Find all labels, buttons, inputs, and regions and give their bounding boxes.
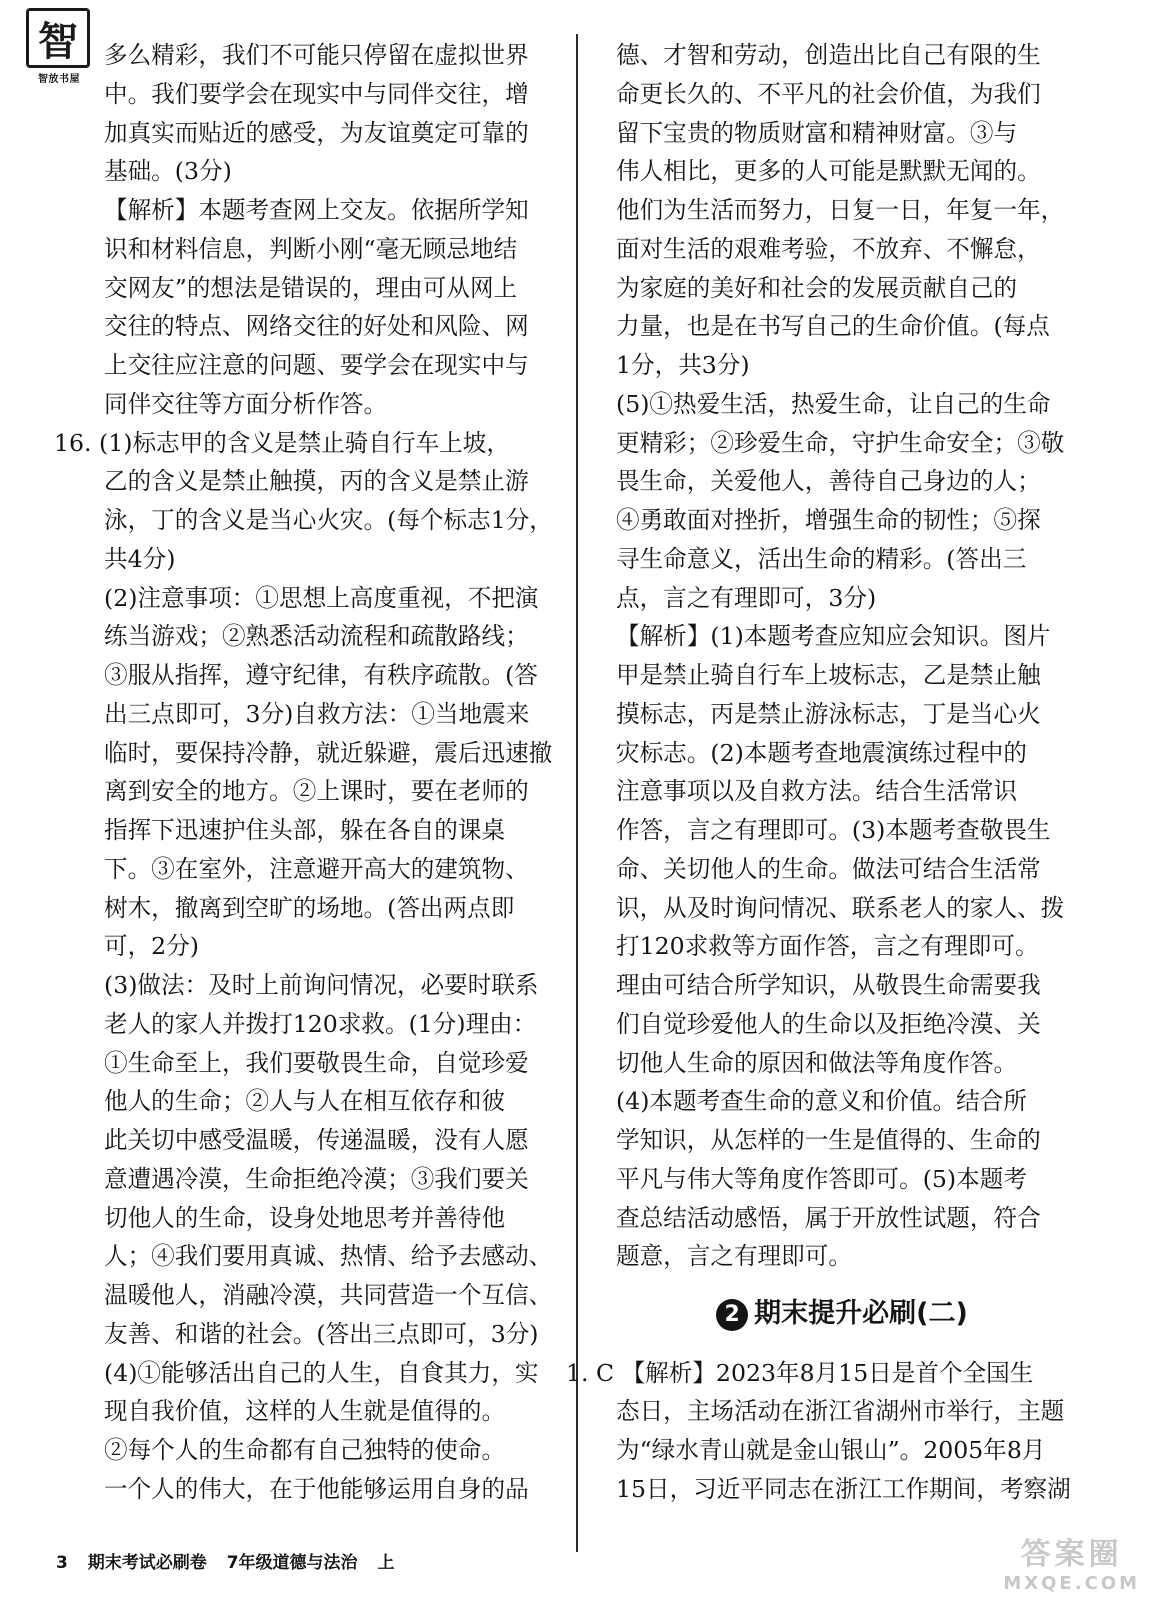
text-line: 作答，言之有理即可。(3)本题考查敬畏生: [616, 816, 1051, 844]
right-column-after-heading: [566, 1354, 1071, 1509]
text-line: 为家庭的美好和社会的发展贡献自己的: [616, 273, 1018, 302]
text-line: 一个人的伟大，在于他能够运用自身的品: [104, 1474, 529, 1503]
text-line: 1. C 【解析】2023年8月15日是首个全国生: [566, 1358, 1034, 1387]
text-line: 16. (1)标志甲的含义是禁止骑自行车上坡，: [54, 428, 510, 457]
text-line: 们自觉珍爱他人的生命以及拒绝冷漠、关: [616, 1009, 1041, 1038]
text-line: (4)本题考查生命的意义和价值。结合所: [616, 1087, 1027, 1116]
text-line: 上交往应注意的问题、要学会在现实中与: [104, 351, 529, 379]
text-line: 识，从及时询问情况、联系老人的家人、拨: [616, 893, 1065, 922]
text-line: 可，2分): [104, 932, 199, 961]
text-line: 命、关切他人的生命。做法可结合生活常: [616, 854, 1041, 883]
text-line: 伟人相比，更多的人可能是默默无闻的。: [616, 157, 1041, 186]
text-line: 他们为生活而努力，日复一日，年复一年，: [616, 196, 1065, 224]
text-line: 1分，共3分): [616, 351, 750, 379]
text-line: 临时，要保持冷静，就近躲避，震后迅速撤: [104, 738, 553, 767]
text-line: 查总结活动感悟，属于开放性试题，符合: [616, 1203, 1041, 1232]
text-line: 15日，习近平同志在浙江工作期间，考察湖: [616, 1474, 1071, 1503]
text-line: 注意事项以及自救方法。结合生活常识: [616, 777, 1018, 806]
publisher-logo: [20, 8, 98, 84]
text-line: 意遭遇冷漠，生命拒绝冷漠；③我们要关: [104, 1164, 529, 1193]
text-line: 甲是禁止骑自行车上坡标志，乙是禁止触: [616, 661, 1041, 689]
text-line: 他人的生命；②人与人在相互依存和彼: [104, 1087, 506, 1116]
text-line: 交往的特点、网络交往的好处和风险、网: [104, 312, 529, 341]
text-line: 乙的含义是禁止触摸，丙的含义是禁止游: [104, 467, 529, 496]
text-line: (4)①能够活出自己的人生，自食其力，实: [104, 1358, 539, 1387]
text-line: 识和材料信息，判断小刚“毫无顾忌地结: [104, 234, 518, 263]
text-line: 德、才智和劳动，创造出比自己有限的生: [616, 41, 1041, 69]
page-number: 3: [56, 1553, 68, 1573]
text-line: 灾标志。(2)本题考查地震演练过程中的: [616, 738, 1027, 767]
text-line: 交网友”的想法是错误的，理由可从网上: [104, 273, 518, 302]
text-line: 基础。(3分): [104, 157, 232, 186]
text-line: 练当游戏；②熟悉活动流程和疏散路线；: [104, 622, 529, 651]
text-line: 此关切中感受温暖，传递温暖，没有人愿: [104, 1126, 529, 1154]
text-line: 离到安全的地方。②上课时，要在老师的: [104, 777, 529, 806]
text-line: 友善、和谐的社会。(答出三点即可，3分): [104, 1319, 539, 1348]
text-line: 畏生命，关爱他人，善待自己身边的人；: [616, 467, 1041, 496]
text-line: 现自我价值，这样的人生就是值得的。: [104, 1397, 506, 1426]
section-heading: [616, 1276, 1068, 1354]
text-line: 更精彩；②珍爱生命，守护生命安全；③敬: [616, 428, 1065, 457]
text-line: 命更长久的、不平凡的社会价值，为我们: [616, 79, 1041, 108]
text-line: 力量，也是在书写自己的生命价值。(每点: [616, 312, 1050, 341]
watermark-url: MXQE.COM: [1003, 1573, 1140, 1594]
text-line: 为“绿水青山就是金山银山”。2005年8月: [616, 1436, 1046, 1464]
text-line: 点，言之有理即可，3分): [616, 583, 877, 612]
text-line: 态日，主场活动在浙江省湖州市举行，主题: [616, 1397, 1065, 1426]
text-line: 老人的家人并拨打120求救。(1分)理由：: [104, 1009, 537, 1038]
text-line: 学知识，从怎样的一生是值得的、生命的: [616, 1126, 1041, 1154]
text-line: 留下宝贵的物质财富和精神财富。③与: [616, 118, 1018, 147]
logo-caption: 智放书屋: [38, 74, 80, 85]
text-line: 加真实而贴近的感受，为友谊奠定可靠的: [104, 118, 529, 147]
text-line: 【解析】本题考查网上交友。依据所学知: [104, 196, 529, 224]
text-line: 题意，言之有理即可。: [616, 1242, 852, 1271]
text-line: (2)注意事项：①思想上高度重视，不把演: [104, 583, 539, 612]
right-column-body: [616, 36, 1068, 1276]
book-title: 期末考试必刷卷: [87, 1553, 207, 1573]
text-line: 下。③在室外，注意避开高大的建筑物、: [104, 854, 529, 883]
section-title: 期末提升必刷(二): [754, 1298, 968, 1330]
logo-glyph: 智: [26, 8, 90, 68]
text-line: 平凡与伟大等角度作答即可。(5)本题考: [616, 1164, 1027, 1193]
text-line: ④勇敢面对挫折，增强生命的韧性；⑤探: [616, 506, 1041, 534]
volume-label: 上: [377, 1553, 395, 1573]
watermark-text: 答案圈: [1020, 1537, 1123, 1572]
text-line: 树木，撤离到空旷的场地。(答出两点即: [104, 893, 515, 922]
text-line: 人；④我们要用真诚、热情、给予去感动、: [104, 1242, 553, 1271]
text-line: 温暖他人，消融冷漠，共同营造一个互信、: [104, 1281, 553, 1309]
text-line: 出三点即可，3分)自救方法：①当地震来: [104, 699, 530, 728]
grade-subject: 7年级道德与法治: [226, 1553, 358, 1573]
text-line: 面对生活的艰难考验，不放弃、不懈怠，: [616, 234, 1041, 263]
text-line: 泳，丁的含义是当心火灾。(每个标志1分，: [104, 506, 553, 534]
text-line: 指挥下迅速护住头部，躲在各自的课桌: [104, 816, 506, 844]
text-line: 理由可结合所学知识，从敬畏生命需要我: [616, 971, 1041, 999]
text-line: 切他人的生命，设身处地思考并善待他: [104, 1203, 506, 1232]
text-line: 打120求救等方面作答，言之有理即可。: [616, 932, 1039, 961]
text-line: 同伴交往等方面分析作答。: [104, 389, 388, 418]
text-line: 共4分): [104, 544, 176, 573]
section-number-badge: 2: [716, 1299, 748, 1331]
right-column: [566, 36, 1071, 1509]
column-divider: [576, 34, 578, 1552]
text-line: 切他人生命的原因和做法等角度作答。: [616, 1048, 1018, 1077]
text-line: (5)①热爱生活，热爱生命，让自己的生命: [616, 389, 1051, 418]
site-watermark: [1003, 1529, 1140, 1594]
text-line: ②每个人的生命都有自己独特的使命。: [104, 1436, 506, 1464]
page-footer: [56, 1548, 408, 1573]
text-line: (3)做法：及时上前询问情况，必要时联系: [104, 971, 539, 999]
text-line: 【解析】(1)本题考查应知应会知识。图片: [616, 622, 1051, 651]
text-line: 多么精彩，我们不可能只停留在虚拟世界: [104, 41, 529, 69]
text-line: ③服从指挥，遵守纪律，有秩序疏散。(答: [104, 661, 538, 689]
text-line: 中。我们要学会在现实中与同伴交往，增: [104, 79, 529, 108]
text-line: ①生命至上，我们要敬畏生命，自觉珍爱: [104, 1048, 529, 1077]
text-line: 寻生命意义，活出生命的精彩。(答出三: [616, 544, 1027, 573]
text-line: 摸标志，丙是禁止游泳标志，丁是当心火: [616, 699, 1041, 728]
